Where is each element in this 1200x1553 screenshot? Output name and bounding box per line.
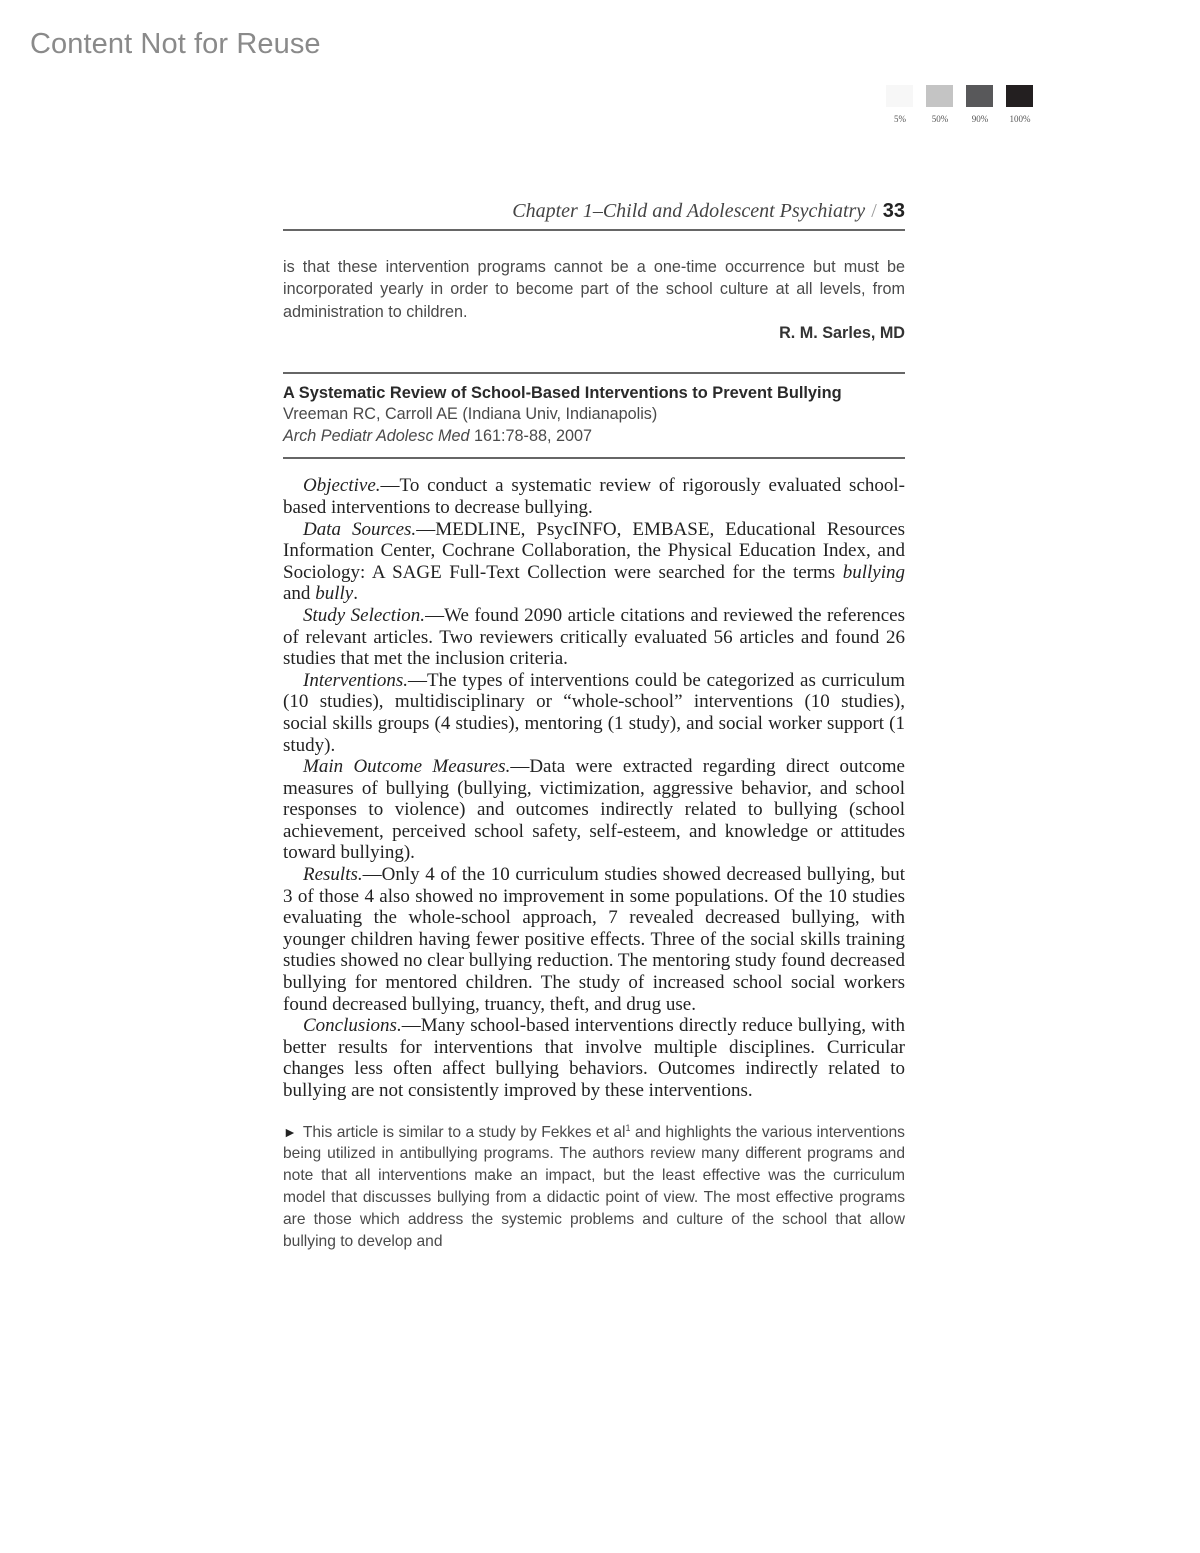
abstract-outcome-measures	[283, 756, 905, 864]
swatch-5	[886, 85, 913, 107]
abstract-conclusions	[283, 1015, 905, 1101]
commentary-text: and highlights the various interventions being utilized in antibullying programs. The authors review many different programs and note that all interventions make an impact, but the least effective was the curriculum model that discusses bullying from a didactic point of view. The most effective programs are those which address the systemic problems and culture of the school that allow bullying to develop and	[283, 1123, 905, 1250]
commentary-text: This article is similar to a study by Fekkes et al	[302, 1123, 626, 1141]
abstract-text: —Only 4 of the 10 curriculum studies showed decreased bullying, but 3 of those 4 also showed no improvement in some populations. Of the 10 studies evaluating the whole-school approach, 7 revealed decreased bullying, with younger children having fewer positive effects. Three of the social skills training studies showed no clear bullying reduction. The mentoring study found decreased bullying for mentored children. The study of increased school social workers found decreased bullying, truancy, theft, and drug use.	[283, 864, 905, 1015]
abstract-label: Objective.	[303, 475, 381, 497]
swatch-label-100: 100%	[1009, 114, 1031, 124]
abstract-data-sources	[283, 519, 905, 605]
abstract-label: Interventions.	[303, 669, 409, 691]
editor-commentary	[283, 1122, 905, 1253]
swatch-label-5: 5%	[894, 114, 906, 124]
abstract-label: Conclusions.	[303, 1015, 402, 1037]
header-separator: /	[871, 200, 877, 222]
abstract-text: .	[353, 583, 358, 605]
reference-superscript: 1	[625, 1122, 631, 1133]
swatch-90	[966, 85, 993, 107]
abstract-text: —MEDLINE, PsycINFO, EMBASE, Educational Resources Information Center, Cochrane Collaboration, the Physical Education Index, and Sociology: A SAGE Full-Text Collection were searched for the terms	[283, 518, 905, 583]
abstract-term: bully	[315, 583, 354, 605]
abstract-label: Study Selection.	[303, 604, 426, 626]
article-source	[283, 426, 905, 448]
abstract-text: —To conduct a systematic review of rigorously evaluated school-based interventions to decrease bullying.	[283, 475, 905, 518]
article-authors: Vreeman RC, Carroll AE (Indiana Univ, Indianapolis)	[283, 405, 658, 424]
abstract-text: and	[283, 583, 316, 605]
previous-comment-author: R. M. Sarles, MD	[779, 323, 905, 342]
abstract-interventions	[283, 670, 905, 756]
arrow-bullet-icon: ►	[283, 1123, 297, 1140]
swatch-label-90: 90%	[971, 114, 989, 124]
abstract-text: —The types of interventions could be categorized as curriculum (10 studies), multidisciplinary or “whole-school” interventions (10 studies), social skills groups (4 studies), mentoring (1 study), and social worker support (1 study).	[283, 669, 905, 756]
running-head	[283, 200, 905, 231]
swatch-100	[1006, 85, 1033, 107]
journal-citation: 161:78-88, 2007	[469, 426, 592, 445]
previous-comment-text: is that these intervention programs cannot be a one-time occurrence but must be incorporated yearly in order to become part of the school culture at all levels, from administration to children.	[283, 258, 905, 321]
book-page	[283, 200, 905, 1252]
abstract-results	[283, 864, 905, 1015]
article-title: A Systematic Review of School-Based Interventions to Prevent Bullying	[283, 383, 842, 402]
journal-name: Arch Pediatr Adolesc Med	[283, 426, 470, 445]
watermark-text: Content Not for Reuse	[30, 28, 321, 60]
swatch-label-50: 50%	[931, 114, 949, 124]
abstract	[283, 475, 905, 1101]
article-citation-block	[283, 372, 905, 460]
abstract-label: Data Sources.	[303, 518, 417, 540]
abstract-text: —We found 2090 article citations and reviewed the references of relevant articles. Two reviewers critically evaluated 56 articles and found 26 studies that met the inclusion criteria.	[283, 604, 905, 670]
abstract-objective	[283, 475, 905, 518]
abstract-term: bullying	[842, 561, 905, 583]
abstract-text: —Many school-based interventions directly reduce bullying, with better results for interventions that involve multiple disciplines. Curricular changes less often affect bullying behaviors. Outcomes indirectly related to bullying are not consistently improved by these interventions.	[283, 1015, 905, 1102]
abstract-label: Results.	[303, 864, 363, 886]
page-number: 33	[882, 200, 905, 222]
abstract-study-selection	[283, 605, 905, 670]
swatch-50	[926, 85, 953, 107]
chapter-title: Chapter 1–Child and Adolescent Psychiatry	[512, 200, 866, 222]
abstract-text: —Data were extracted regarding direct outcome measures of bullying (bullying, victimization, aggressive behavior, and school responses to violence) and outcomes indirectly related to bullying (school achievement, perceived school safety, self-esteem, and knowledge or attitudes toward bullying).	[283, 756, 905, 864]
abstract-label: Main Outcome Measures.	[303, 756, 511, 778]
